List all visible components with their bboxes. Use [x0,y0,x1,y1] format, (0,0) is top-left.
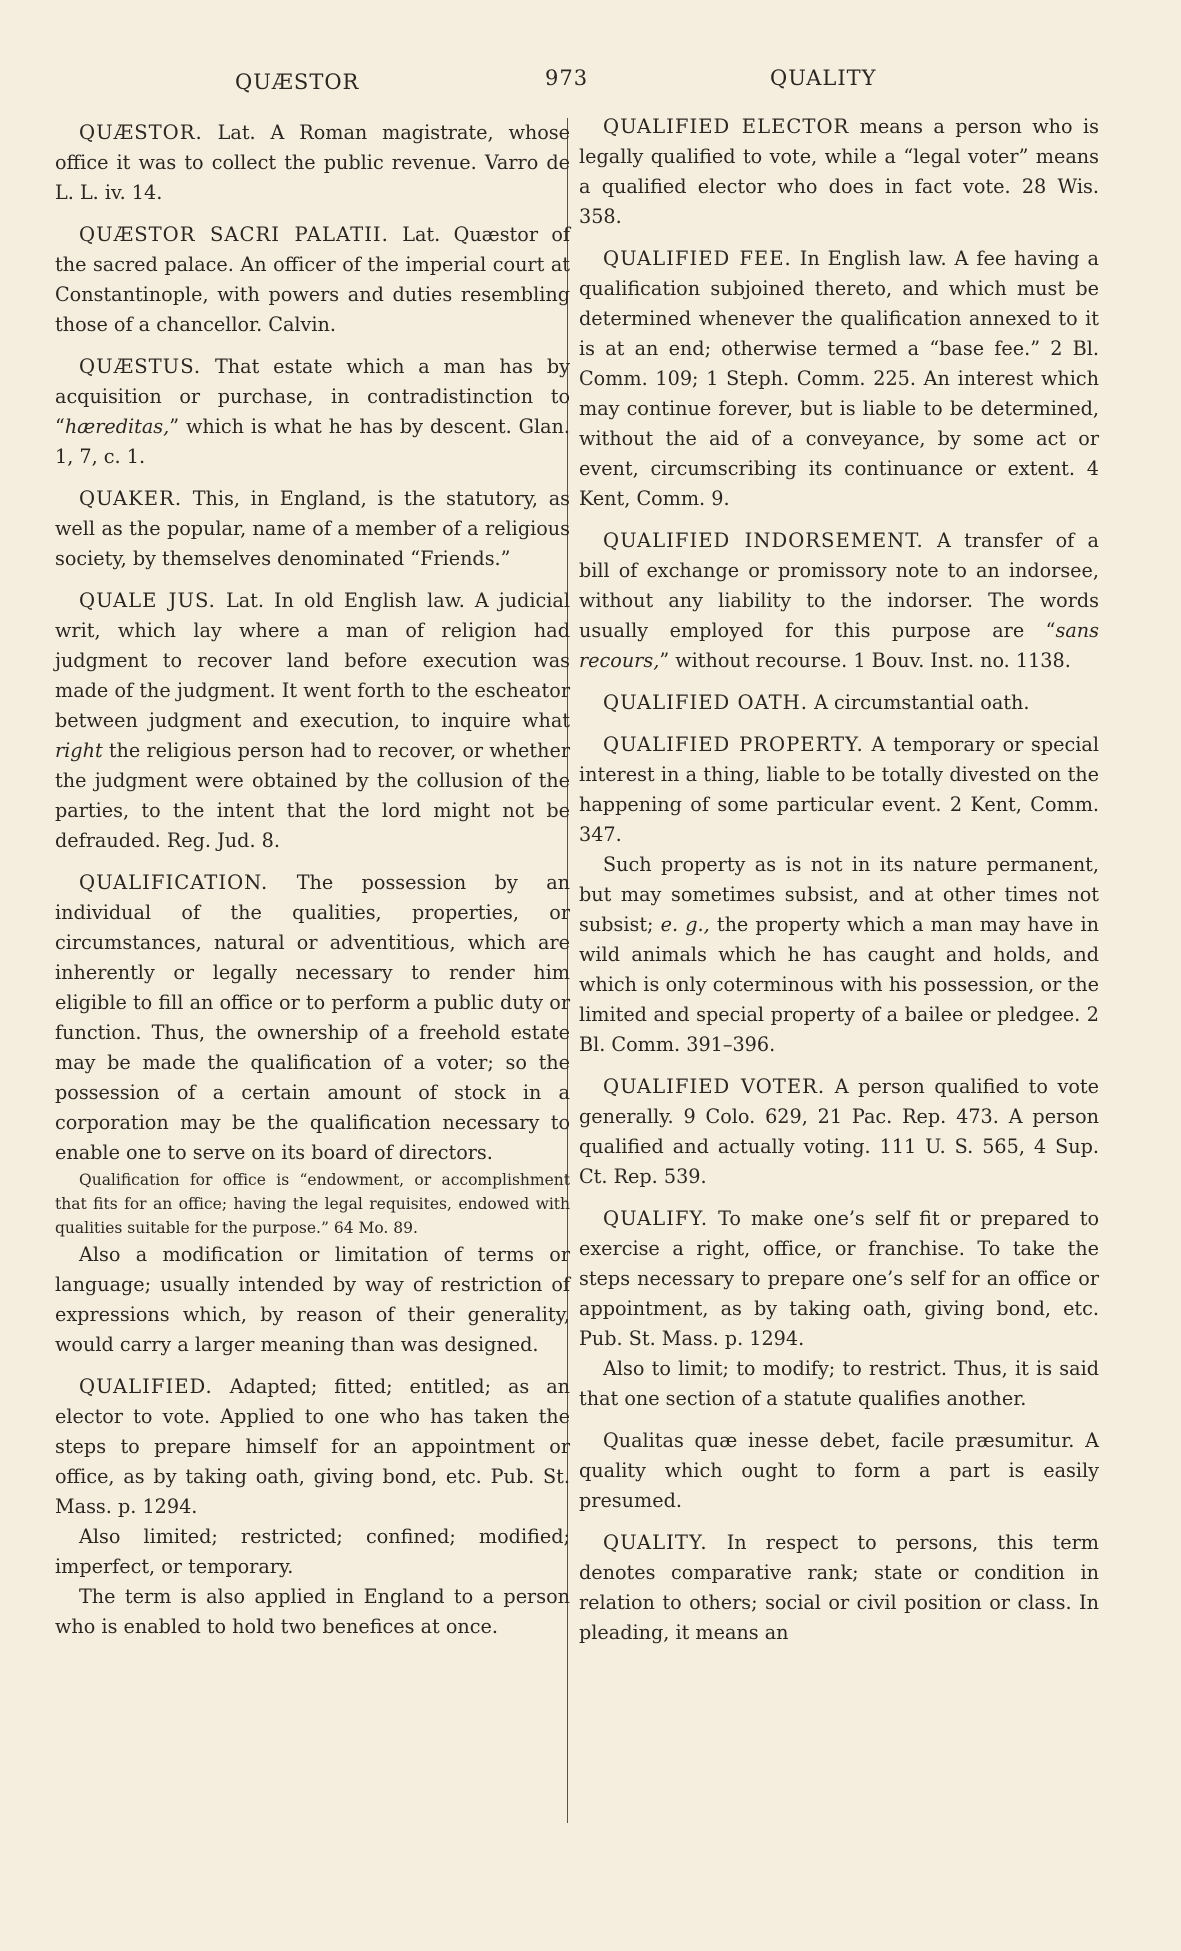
italic-term: sans recours, [579,619,1099,672]
definition: A transfer of a bill of exchange or promissory note to an indorsee, without any liability to the indorser. The words usually employed for this purpose are “ [579,529,1099,642]
definition-rest: ” without recourse. 1 Bouv. Inst. no. 1138. [659,649,1071,672]
definition-continued: Also a modification or limitation of terms or language; usually intended by way of restriction of expressions which, by reason of their generality, would carry a larger meaning than was designed. [55,1243,570,1356]
entry-qualified-property [579,730,1099,1060]
running-head [0,64,1181,100]
definition: Lat. Quæstor of the sacred palace. An officer of the imperial court at Constantinople, with powers and duties resembling those of a chancellor. Calvin. [55,223,570,336]
definition: Lat. A Roman magistrate, whose office it was to collect the public revenue. Varro de L. L. iv. 14. [55,121,570,204]
italic-term: hæreditas, [64,415,170,438]
definition: This, in England, is the statutory, as well as the popular, name of a member of a religious society, by themselves denominated “Friends.” [55,487,570,570]
entry-qualify [579,1204,1099,1414]
definition: In respect to persons, this term denotes comparative rank; state or condition in relation to others; social or civil position or class. In pleading, it means an [579,1531,1099,1644]
definition-continued-2: The term is also applied in England to a person who is enabled to hold two benefices at once. [55,1585,570,1638]
definition-continued [579,850,1099,1060]
definition: The possession by an individual of the qualities, properties, or circumstances, natural or adventitious, which are inherently or legally necessary to render him eligible to fill an office or to perform a public duty or function. Thus, the ownership of a freehold estate may be made the qualification of a voter; so the possession of a certain amount of stock in a corporation may be the qualification necessary to enable one to serve on its board of directors. [55,871,570,1164]
headword: QUALIFIED OATH. [603,691,808,714]
definition-rest: the religious person had to recover, or whether the judgment were obtained by the collusion of the parties, to the intent that the lord might not be defrauded. Reg. Jud. 8. [55,739,570,852]
entry-quaker [55,484,570,574]
definition: In English law. A fee having a qualification subjoined thereto, and which must be determined whenever the qualification annexed to it is at an end; otherwise termed a “base fee.” 2 Bl. Comm. 109; 1 Steph. Comm. 225. An interest which may continue forever, but is liable to be determined, without the aid of a conveyance, by some act or event, circumscribing its continuance or extent. 4 Kent, Comm. 9. [579,247,1099,510]
page-number: 973 [545,66,589,90]
definition: A person qualified to vote generally. 9 Colo. 629, 21 Pac. Rep. 473. A person qualified and actually voting. 111 U. S. 565, 4 Sup. Ct. Rep. 539. [579,1075,1099,1188]
headword: QUAKER. [79,487,183,510]
entry-quaestor-sacri-palatii [55,220,570,340]
running-head-right: QUALITY [770,66,877,90]
definition: A circumstantial oath. [807,691,1030,714]
headword: QUALE JUS. [79,589,216,612]
definition-continued: Also to limit; to modify; to restrict. Thus, it is said that one section of a statute qualifies another. [579,1357,1099,1410]
headword: QUÆSTOR SACRI PALATII. [79,223,389,246]
definition-continued: Also limited; restricted; confined; modified; imperfect, or temporary. [55,1525,570,1578]
entry-quale-jus [55,586,570,856]
continued-rest: the property which a man may have in wild animals which he has caught and holds, and which is only coterminous with his possession, or the limited and special property of a bailee or pledgee. 2 Bl. Comm. 391–396. [579,913,1100,1056]
headword: QUALIFIED PROPERTY. [603,733,864,756]
definition: means a person who is legally qualified to vote, while a “legal voter” means a qualified elector who does in fact vote. 28 Wis. 358. [579,115,1100,228]
headword: QUALIFIED FEE. [603,247,792,270]
headword: QUALIFIED VOTER. [603,1075,826,1098]
entry-qualified [55,1372,570,1642]
headword: QUALIFIED ELECTOR [603,115,850,138]
headword: QUALIFICATION. [79,871,269,894]
definition: Lat. In old English law. A judicial writ, which lay where a man of religion had judgment to recover land before execution was made of the judgment. It went forth to the escheator between judgment and execution, to inquire what [55,589,570,732]
headword: QUÆSTOR. [79,121,203,144]
entry-qualified-oath [579,688,1099,718]
italic-term: right [55,739,103,762]
headword: QUALIFIED INDORSEMENT. [603,529,924,552]
entry-quaestor [55,118,570,208]
entry-qualitas-maxim [579,1426,1099,1516]
continued-text: Such property as is not in its nature permanent, but may sometimes subsist, and at other times not subsist; [579,853,1099,936]
headword: QUALIFIED. [79,1375,213,1398]
italic-term: e. g., [660,913,710,936]
headword: QUÆSTUS. [79,355,202,378]
entry-qualified-fee [579,244,1099,514]
definition: That estate which a man has by acquisition or purchase, in contradistinction to “ [55,355,570,438]
entry-qualified-indorsement [579,526,1099,676]
entry-quality [579,1528,1099,1648]
entry-qualified-elector [579,112,1099,232]
entry-quaestus [55,352,570,472]
right-column [579,112,1099,1660]
definition: Qualitas quæ inesse debet, facile præsumitur. A quality which ought to form a part is easily presumed. [579,1429,1099,1512]
headword: QUALITY. [603,1531,708,1554]
entry-qualified-voter [579,1072,1099,1192]
definition-rest: ” which is what he has by descent. Glan. 1, 7, c. 1. [55,415,570,468]
definition: To make one’s self fit or prepared to exercise a right, office, or franchise. To take the steps necessary to prepare one’s self for an office or appointment, as by taking oath, giving bond, etc. Pub. St. Mass. p. 1294. [579,1207,1099,1350]
entry-qualification [55,868,570,1360]
definition: Adapted; fitted; entitled; as an elector to vote. Applied to one who has taken the steps to prepare himself for an appointment or office, as by taking oath, giving bond, etc. Pub. St. Mass. p. 1294. [55,1375,570,1518]
quoted-note: Qualification for office is “endowment, or accomplishment that fits for an office; having the legal requisites, endowed with qualities suitable for the purpose.” 64 Mo. 89. [55,1171,570,1237]
left-column [55,118,570,1654]
running-head-left: QUÆSTOR [235,70,360,94]
headword: QUALIFY. [603,1207,709,1230]
definition: A temporary or special interest in a thing, liable to be totally divested on the happening of some particular event. 2 Kent, Comm. 347. [579,733,1099,846]
